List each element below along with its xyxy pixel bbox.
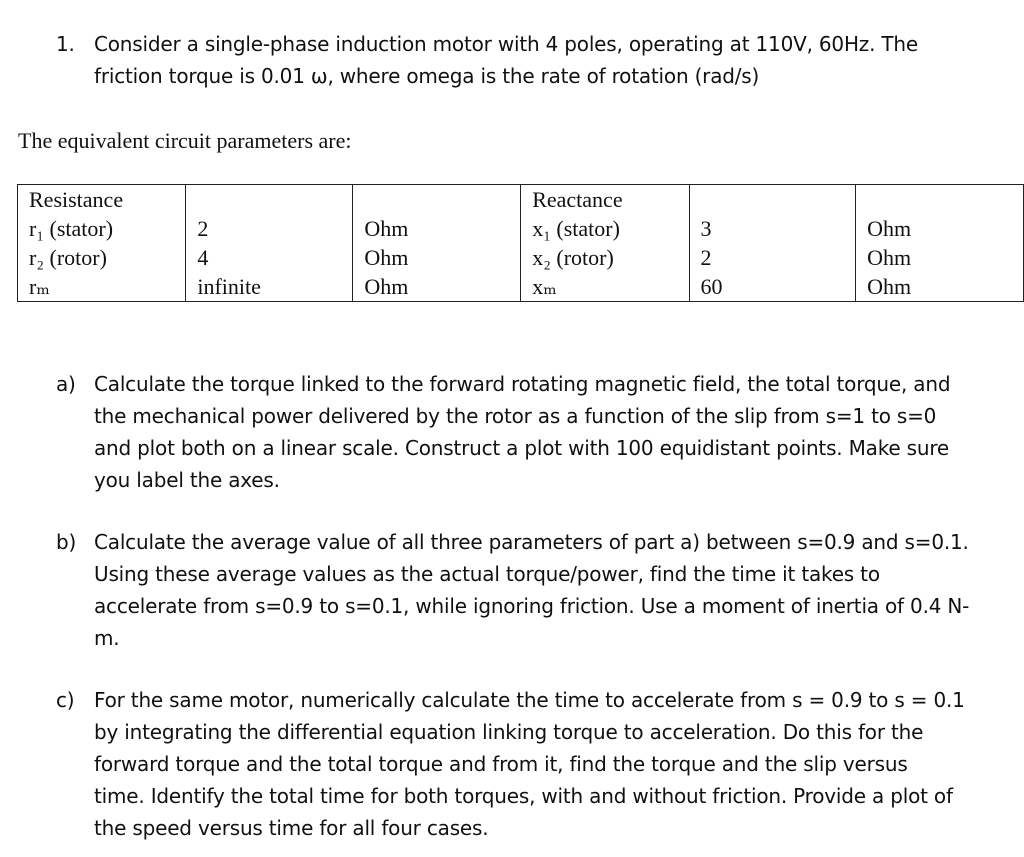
question-text-line-1: Consider a single-phase induction motor with 4 poles, operating at 110V, 60Hz. The: [94, 32, 918, 56]
resistance-label: r₂ (rotor): [18, 243, 186, 272]
resistance-header: Resistance: [18, 185, 186, 215]
intro-text: The equivalent circuit parameters are:: [18, 128, 352, 153]
part-a-line: the mechanical power delivered by the rotor as a function of the slip from s=1 to s=0: [94, 404, 937, 428]
reactance-unit: Ohm: [856, 214, 1024, 243]
reactance-header: Reactance: [521, 185, 689, 215]
part-b-line: m.: [94, 626, 120, 650]
part-c-line: the speed versus time for all four cases.: [94, 816, 489, 840]
reactance-label: x₁ (stator): [521, 214, 689, 243]
resistance-unit: Ohm: [353, 243, 521, 272]
question-number: 1.: [56, 32, 75, 56]
table-cell: [186, 185, 353, 215]
resistance-value: infinite: [186, 272, 353, 302]
part-c-line: forward torque and the total torque and from it, find the torque and the slip versus: [94, 752, 908, 776]
part-b-line: accelerate from s=0.9 to s=0.1, while ignoring friction. Use a moment of inertia of 0.4 N-: [94, 594, 970, 618]
reactance-value: 3: [689, 214, 856, 243]
part-a-line: Calculate the torque linked to the forward rotating magnetic field, the total torque, and: [94, 372, 951, 396]
question-1: [56, 28, 1016, 98]
part-a-line: you label the axes.: [94, 468, 280, 492]
table-cell: [689, 185, 856, 215]
parameters-table: [17, 184, 1024, 302]
part-c-line: For the same motor, numerically calculate the time to accelerate from s = 0.9 to s = 0.1: [94, 688, 965, 712]
table-cell: [353, 185, 521, 215]
reactance-label: x₂ (rotor): [521, 243, 689, 272]
part-a-line: and plot both on a linear scale. Construct a plot with 100 equidistant points. Make sure: [94, 436, 950, 460]
part-b-line: Calculate the average value of all three parameters of part a) between s=0.9 and s=0.1.: [94, 530, 969, 554]
reactance-value: 60: [689, 272, 856, 302]
reactance-value: 2: [689, 243, 856, 272]
resistance-unit: Ohm: [353, 214, 521, 243]
table-cell: [856, 185, 1024, 215]
part-b-line: Using these average values as the actual torque/power, find the time it takes to: [94, 562, 880, 586]
part-a-label: a): [56, 372, 76, 396]
resistance-unit: Ohm: [353, 272, 521, 302]
part-c-line: by integrating the differential equation linking torque to acceleration. Do this for the: [94, 720, 924, 744]
reactance-unit: Ohm: [856, 272, 1024, 302]
resistance-label: rₘ: [18, 272, 186, 302]
part-b-label: b): [56, 530, 77, 554]
resistance-value: 4: [186, 243, 353, 272]
table-header-row: [18, 185, 1024, 215]
reactance-label: xₘ: [521, 272, 689, 302]
part-c-line: time. Identify the total time for both torques, with and without friction. Provide a plot of: [94, 784, 953, 808]
question-text-line-2: friction torque is 0.01 ω, where omega is the rate of rotation (rad/s): [94, 64, 760, 88]
table-row: [18, 214, 1024, 243]
part-c-label: c): [56, 688, 75, 712]
reactance-unit: Ohm: [856, 243, 1024, 272]
resistance-value: 2: [186, 214, 353, 243]
resistance-label: r₁ (stator): [18, 214, 186, 243]
table-row: [18, 272, 1024, 302]
table-row: [18, 243, 1024, 272]
